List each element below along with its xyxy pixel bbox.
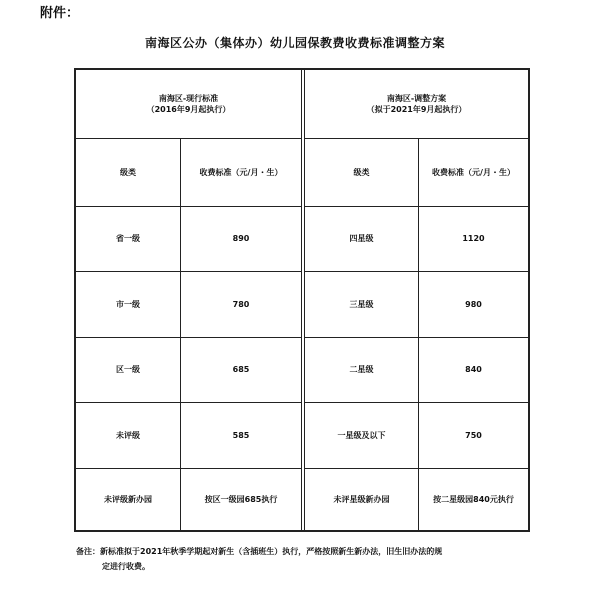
table-row	[305, 403, 528, 469]
col-grade-header: 级类	[305, 139, 419, 206]
fee-cell: 按二星级园840元执行	[433, 494, 514, 504]
fee-cell: 585	[232, 430, 250, 440]
footnote	[76, 544, 516, 574]
table-header-row	[76, 70, 301, 139]
header-title: 南海区-调整方案	[386, 93, 447, 103]
table-row	[76, 403, 301, 469]
table-row	[305, 338, 528, 403]
fee-cell: 780	[232, 299, 250, 309]
col-fee-header: 收费标准（元/月・生）	[199, 167, 283, 177]
grade-cell: 四星级	[305, 207, 419, 271]
adjusted-plan-table	[305, 70, 528, 530]
fee-cell: 685	[232, 365, 250, 375]
attachment-label: 附件：	[40, 6, 80, 21]
document-title: 南海区公办（集体办）幼儿园保教费收费标准调整方案	[144, 36, 445, 50]
fee-cell: 按区一级园685执行	[204, 494, 278, 504]
grade-cell: 三星级	[305, 272, 419, 337]
table-row	[76, 272, 301, 338]
table-row	[76, 207, 301, 272]
current-standard-header	[76, 70, 301, 138]
table-row	[305, 469, 528, 530]
grade-cell: 未评星级新办园	[305, 469, 419, 530]
col-grade-header: 级类	[76, 139, 181, 206]
fee-table	[74, 68, 530, 532]
grade-cell: 未评级	[76, 403, 181, 468]
col-fee-header: 收费标准（元/月・生）	[432, 167, 515, 177]
grade-cell: 未评级新办园	[76, 469, 181, 530]
grade-cell: 二星级	[305, 338, 419, 402]
fee-cell: 980	[465, 299, 482, 309]
fee-cell: 750	[465, 430, 482, 440]
grade-cell: 市一级	[76, 272, 181, 337]
fee-cell: 890	[232, 234, 250, 244]
header-subtitle: （拟于2021年9月起执行）	[366, 105, 467, 114]
adjusted-plan-header	[305, 70, 528, 138]
grade-cell: 区一级	[76, 338, 181, 402]
fee-cell: 1120	[462, 234, 485, 244]
table-row	[305, 272, 528, 338]
grade-cell: 一星级及以下	[305, 403, 419, 468]
table-row	[305, 207, 528, 272]
table-row	[76, 469, 301, 530]
footnote-line: 定进行收费。	[102, 562, 150, 571]
column-header-row	[76, 139, 301, 207]
table-row	[76, 338, 301, 403]
header-subtitle: （2016年9月起执行）	[146, 105, 231, 114]
grade-cell: 省一级	[76, 207, 181, 271]
column-header-row	[305, 139, 528, 207]
fee-cell: 840	[465, 365, 482, 375]
table-header-row	[305, 70, 528, 139]
current-standard-table	[76, 70, 301, 530]
header-title: 南海区-现行标准	[158, 93, 219, 103]
footnote-line: 备注：新标准拟于2021年秋季学期起对新生（含插班生）执行，严格按照新生新办法，旧生旧办法的规	[76, 547, 443, 556]
